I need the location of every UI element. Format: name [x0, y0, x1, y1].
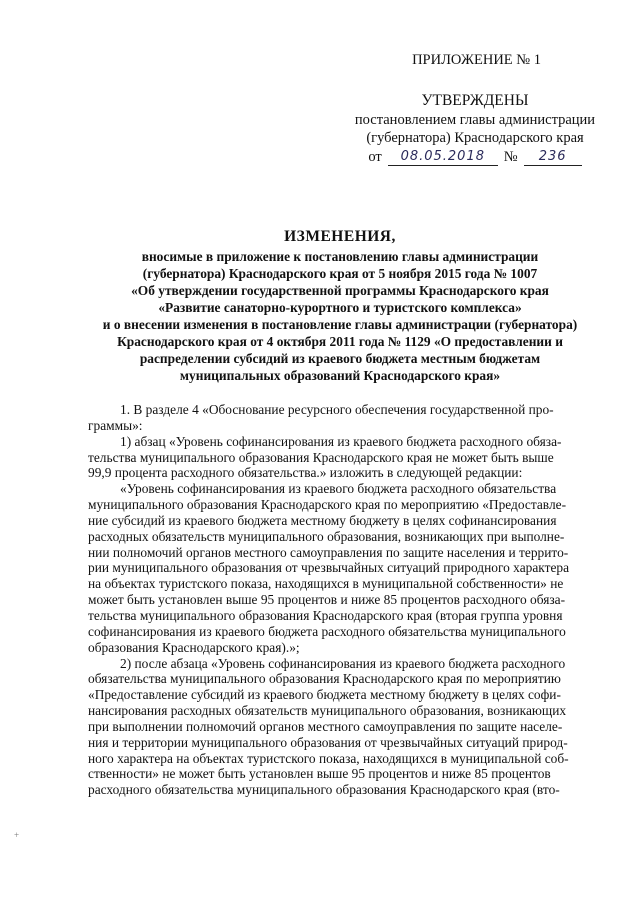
- body-line: 1. В разделе 4 «Обоснование ресурсного обеспечения государственной про-: [120, 402, 554, 417]
- body-line: расходного обязательства муниципального образования Краснодарского края (вто-: [88, 782, 560, 798]
- body-line: тельства муниципального образования Краснодарского края не может быть выше: [88, 449, 554, 465]
- body-line: «Предоставление субсидий из краевого бюджета местному бюджету в целях софи-: [88, 687, 561, 703]
- body-line: ного характера на объектах туристского показа, находящихся в муниципальной соб-: [88, 750, 569, 766]
- body-line: ние субсидий из краевого бюджета местному бюджету в целях софинансирования: [88, 512, 557, 528]
- from-label: от: [368, 149, 382, 165]
- body-line: ственности» не может быть установлен выше 95 процентов и ниже 85 процентов: [88, 766, 551, 782]
- body-line: тельства муниципального образования Краснодарского края (вторая группа уровня: [88, 607, 563, 623]
- body-line: ния и территории муниципального образования от чрезвычайных ситуаций природ-: [88, 734, 568, 750]
- approval-line-2: (губернатора) Краснодарского края: [366, 130, 584, 146]
- body-line: нансирования расходных обязательств муниципального образования, возникающих: [88, 703, 567, 719]
- body-line: 99,9 процента расходного обязательства.» изложить в следующей редакции:: [88, 465, 523, 481]
- body-line: рии муниципального образования от чрезвычайных ситуаций природного характера: [88, 560, 570, 576]
- body-line: обязательства муниципального образования Краснодарского края по мероприятию: [88, 671, 561, 687]
- title-line: вносимые в приложение к постановлению главы администрации: [141, 249, 539, 264]
- title-line: Краснодарского края от 4 октября 2011 года № 1129 «О предоставлении и: [117, 334, 563, 349]
- title-line: распределении субсидий из краевого бюджета местным бюджетам: [139, 351, 541, 366]
- document-title-block: [80, 228, 600, 384]
- title-line: муниципальных образований Краснодарского края»: [179, 368, 501, 383]
- body-line: муниципального образования Краснодарского края по мероприятию «Предоставле-: [88, 497, 567, 513]
- body-line: граммы»:: [88, 417, 143, 433]
- body-text: [88, 402, 600, 798]
- body-line: расходных обязательств муниципального образования, возникающих при выполне-: [88, 528, 565, 544]
- handwritten-number: 236: [524, 149, 582, 166]
- appendix-label: ПРИЛОЖЕНИЕ № 1: [412, 52, 541, 68]
- body-line: «Уровень софинансирования из краевого бюджета расходного обязательства: [120, 481, 557, 497]
- margin-mark: +: [14, 830, 20, 840]
- body-line: на объектах туристского показа, находящихся в муниципальной собственности» не: [88, 576, 564, 592]
- title-line: «Развитие санаторно-курортного и туристского комплекса»: [158, 300, 522, 315]
- approval-block: [340, 92, 610, 166]
- title-line: «Об утверждении государственной программы Краснодарского края: [131, 283, 549, 298]
- title-line: и о внесении изменения в постановление главы администрации (губернатора): [102, 317, 578, 332]
- number-label: №: [503, 149, 518, 165]
- body-line: софинансирования из краевого бюджета расходного обязательства муниципального: [88, 623, 566, 639]
- approved-title: УТВЕРЖДЕНЫ: [421, 92, 529, 109]
- body-line: при выполнении полномочий органов местного самоуправления по защите населе-: [88, 718, 563, 734]
- body-line: 2) после абзаца «Уровень софинансирования из краевого бюджета расходного: [120, 655, 566, 671]
- document-title: ИЗМЕНЕНИЯ,: [284, 228, 396, 245]
- body-line: нии полномочий органов местного самоуправления по защите населения и террито-: [88, 544, 569, 560]
- date-number-line: [340, 148, 610, 166]
- approval-line-1: постановлением главы администрации: [354, 112, 596, 128]
- title-line: (губернатора) Краснодарского края от 5 ноября 2015 года № 1007: [142, 266, 538, 281]
- body-line: 1) абзац «Уровень софинансирования из краевого бюджета расходного обяза-: [120, 433, 562, 449]
- body-line: может быть установлен выше 95 процентов и ниже 85 процентов расходного обяза-: [88, 592, 566, 608]
- body-line: образования Краснодарского края).»;: [88, 639, 300, 655]
- handwritten-date: 08.05.2018: [388, 149, 498, 166]
